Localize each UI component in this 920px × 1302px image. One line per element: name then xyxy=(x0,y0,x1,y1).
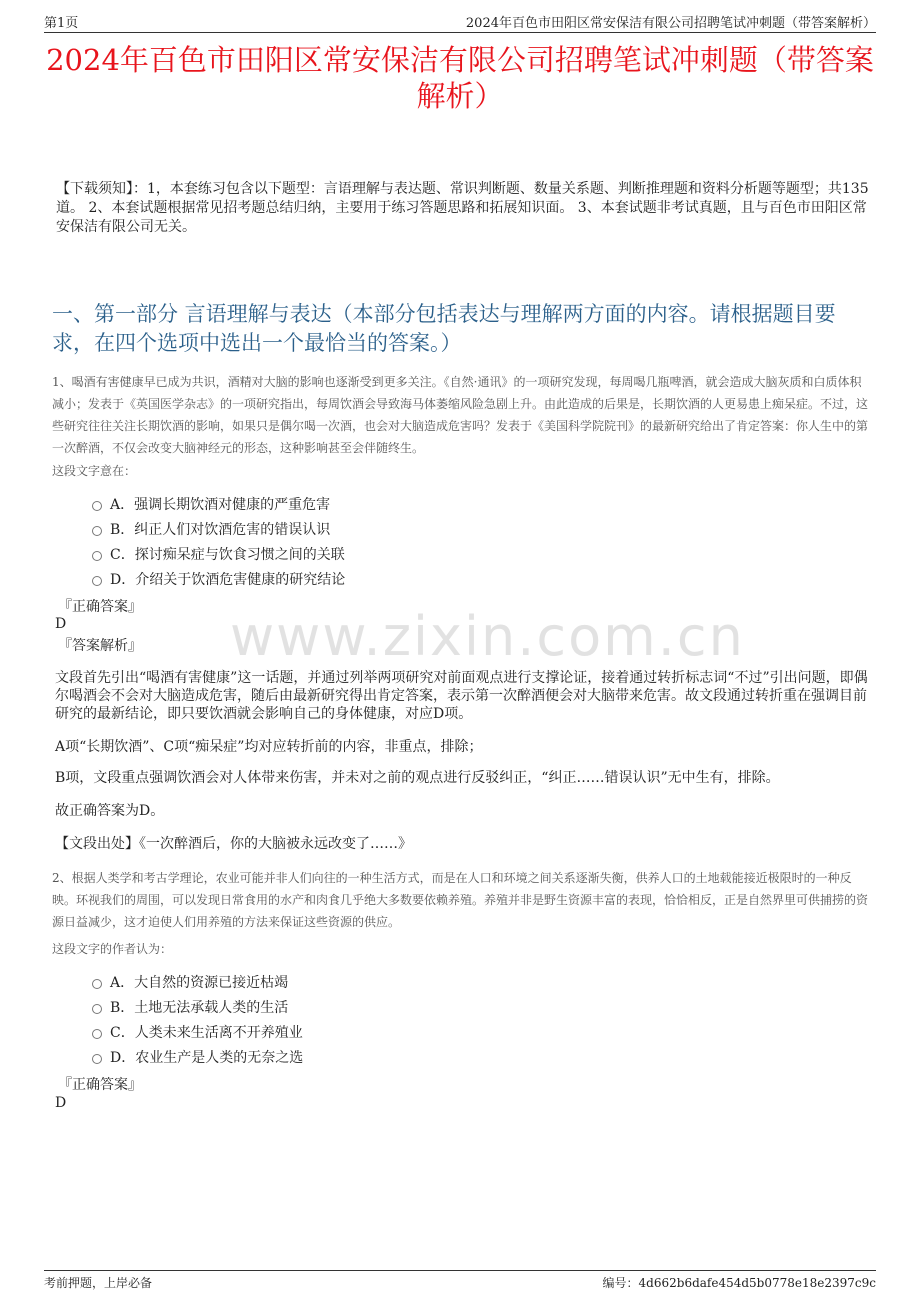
download-notice: 【下载须知】：1，本套练习包含以下题型：言语理解与表达题、常识判断题、数量关系题、判断推理题和资料分析题等题型；共135道。 2、本套试题根据常见招考题总结归纳，主要用于练习答题思路和拓展知识面。 3、本套试题非考试真题，且与百色市田阳区常安保洁有限公司无关。 xyxy=(56,181,869,235)
page-number: 第1页 xyxy=(44,16,79,31)
section-title: 一、第一部分 言语理解与表达（本部分包括表达与理解两方面的内容。请根据题目要求，在四个选项中选出一个最恰当的答案。） xyxy=(52,302,836,355)
radio-icon[interactable] xyxy=(92,979,102,989)
answer-value: D xyxy=(55,616,67,632)
radio-icon[interactable] xyxy=(92,1029,102,1039)
option-c[interactable]: C．人类未来生活离不开养殖业 xyxy=(92,1021,303,1046)
question-2-prompt: 这段文字的作者认为： xyxy=(52,942,173,956)
header-doc-title: 2024年百色市田阳区常安保洁有限公司招聘笔试冲刺题（带答案解析） xyxy=(465,16,876,31)
analysis-paragraph: 文段首先引出“喝酒有害健康”这一话题，并通过列举两项研究对前面观点进行支撑论证，接着通过转折标志词“不过”引出问题，即偶尔喝酒会不会对大脑造成危害，随后由最新研究得出肯定答案，表示第一次醉酒便会对大脑带来危害。故文段通过转折重在强调目前研究的最新结论，即只要饮酒就会影响自己的身体健康，对应D项。 xyxy=(55,670,868,722)
option-d[interactable]: D．介绍关于饮酒危害健康的研究结论 xyxy=(92,568,345,593)
source-line: 【文段出处】《一次醉酒后，你的大脑被永远改变了……》 xyxy=(55,836,412,852)
option-a[interactable]: A．大自然的资源已接近枯竭 xyxy=(92,971,303,996)
answer-label: 『正确答案』 xyxy=(58,1077,142,1093)
page-footer xyxy=(44,1270,876,1291)
radio-icon[interactable] xyxy=(92,526,102,536)
radio-icon[interactable] xyxy=(92,501,102,511)
analysis-paragraph: 故正确答案为D。 xyxy=(55,803,165,819)
radio-icon[interactable] xyxy=(92,1004,102,1014)
analysis-paragraph: B项，文段重点强调饮酒会对人体带来伤害，并未对之前的观点进行反驳纠正，“纠正……错误认识”无中生有，排除。 xyxy=(55,770,780,786)
analysis-paragraph: A项“长期饮酒”、C项“痴呆症”均对应转折前的内容，非重点，排除； xyxy=(55,739,483,755)
question-2-text: 2、根据人类学和考古学理论，农业可能并非人们向往的一种生活方式，而是在人口和环境之间关系逐渐失衡，供养人口的土地载能接近极限时的一种反映。环视我们的周围，可以发现日常食用的水产和肉食几乎绝大多数要依赖养殖。养殖并非是野生资源丰富的表现，恰恰相反，正是自然界里可供捕捞的资源日益减少，这才迫使人们用养殖的方法来保证这些资源的供应。 xyxy=(52,871,869,929)
option-d[interactable]: D．农业生产是人类的无奈之选 xyxy=(92,1046,303,1071)
question-1-text: 1、喝酒有害健康早已成为共识，酒精对大脑的影响也逐渐受到更多关注。《自然·通讯》的一项研究发现，每周喝几瓶啤酒，就会造成大脑灰质和白质体积减小；发表于《英国医学杂志》的一项研究指出，每周饮酒会导致海马体萎缩风险急剧上升。由此造成的后果是，长期饮酒的人更易患上痴呆症。不过，这些研究往往关注长期饮酒的影响，如果只是偶尔喝一次酒，也会对大脑造成危害吗？发表于《美国科学院院刊》的最新研究给出了肯定答案：你人生中的第一次醉酒，不仅会改变大脑神经元的形态，这种影响甚至会伴随终生。 xyxy=(52,375,869,455)
option-b[interactable]: B．纠正人们对饮酒危害的错误认识 xyxy=(92,518,345,543)
page-header xyxy=(44,10,876,33)
option-b[interactable]: B．土地无法承载人类的生活 xyxy=(92,996,303,1021)
footer-slogan: 考前押题，上岸必备 xyxy=(44,1276,153,1290)
option-c[interactable]: C．探讨痴呆症与饮食习惯之间的关联 xyxy=(92,543,345,568)
radio-icon[interactable] xyxy=(92,1054,102,1064)
option-a[interactable]: A．强调长期饮酒对健康的严重危害 xyxy=(92,493,345,518)
analysis-label: 『答案解析』 xyxy=(58,638,142,654)
question-1-prompt: 这段文字意在： xyxy=(52,464,137,478)
radio-icon[interactable] xyxy=(92,576,102,586)
document-id: 编号：4d662b6dafe454d5b0778e18e2397c9c xyxy=(602,1276,876,1290)
watermark: www.zixin.com.cn xyxy=(230,605,745,668)
answer-label: 『正确答案』 xyxy=(58,599,142,615)
question-2-options xyxy=(92,971,303,1071)
document-title: 2024年百色市田阳区常安保洁有限公司招聘笔试冲刺题（带答案解析） xyxy=(46,43,874,113)
answer-value: D xyxy=(55,1095,67,1111)
radio-icon[interactable] xyxy=(92,551,102,561)
question-1-options xyxy=(92,493,345,593)
